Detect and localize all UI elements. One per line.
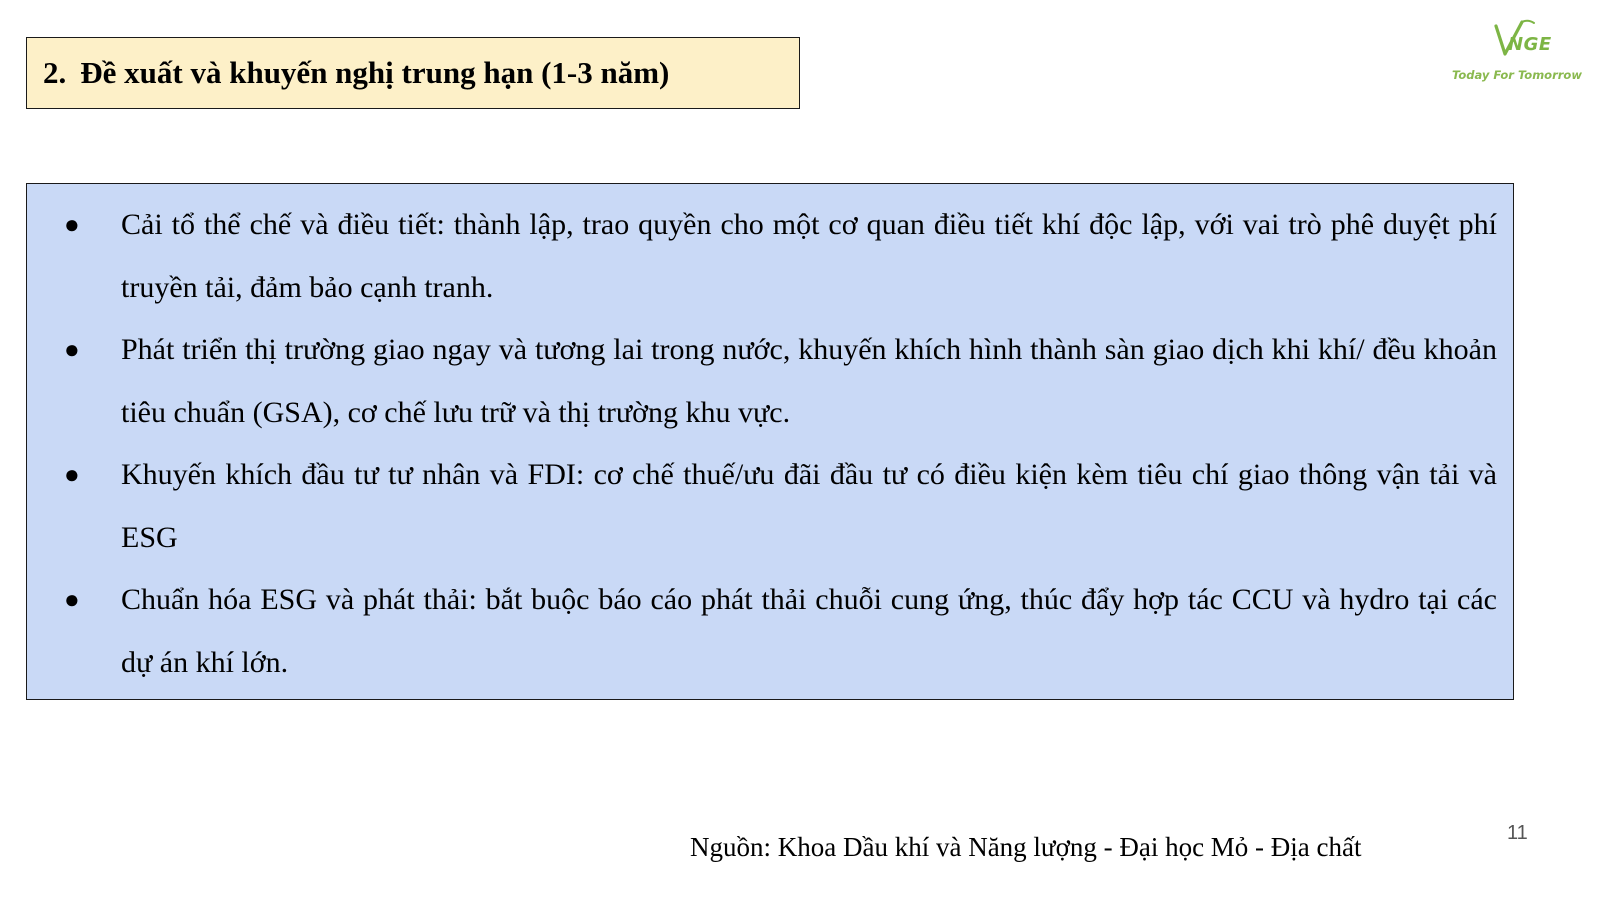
list-item-text: Khuyến khích đầu tư tư nhân và FDI: cơ chế thuế/ưu đãi đầu tư có điều kiện kèm tiêu chí giao thông vận tải và ESG [121, 458, 1497, 554]
bullet-icon: ● [64, 210, 80, 239]
list-item [64, 319, 1497, 444]
slide-title-text: Đề xuất và khuyến nghị trung hạn (1-3 năm) [80, 55, 670, 90]
source-citation: Nguồn: Khoa Dầu khí và Năng lượng - Đại học Mỏ - Địa chất [690, 832, 1362, 862]
slide-title-number: 2. [43, 55, 67, 90]
list-item [64, 444, 1497, 569]
recommendations-box [26, 183, 1514, 700]
slide-title-box [26, 37, 800, 109]
list-item [64, 194, 1497, 319]
bullet-icon: ● [64, 335, 80, 364]
bullet-icon: ● [64, 585, 80, 614]
vnge-logo-mark [1482, 18, 1552, 60]
list-item-text: Cải tổ thể chế và điều tiết: thành lập, trao quyền cho một cơ quan điều tiết khí độc lập, với vai trò phê duyệt phí truyền tải, đảm bảo cạnh tranh. [121, 208, 1497, 304]
bullet-icon: ● [64, 460, 80, 489]
vnge-logo-tagline: Today For Tomorrow [1452, 68, 1582, 82]
list-item-text: Chuẩn hóa ESG và phát thải: bắt buộc báo cáo phát thải chuỗi cung ứng, thúc đẩy hợp tác CCU và hydro tại các dự án khí lớn. [121, 583, 1497, 679]
page-number: 11 [1507, 822, 1528, 844]
vnge-logo-letters: NGE [1508, 34, 1552, 55]
vnge-logo [1430, 18, 1580, 88]
recommendations-list [27, 184, 1513, 694]
slide-title [43, 55, 669, 91]
list-item [64, 569, 1497, 694]
list-item-text: Phát triển thị trường giao ngay và tương lai trong nước, khuyến khích hình thành sàn giao dịch khi khí/ đều khoản tiêu chuẩn (GSA), cơ chế lưu trữ và thị trường khu vực. [121, 333, 1497, 429]
